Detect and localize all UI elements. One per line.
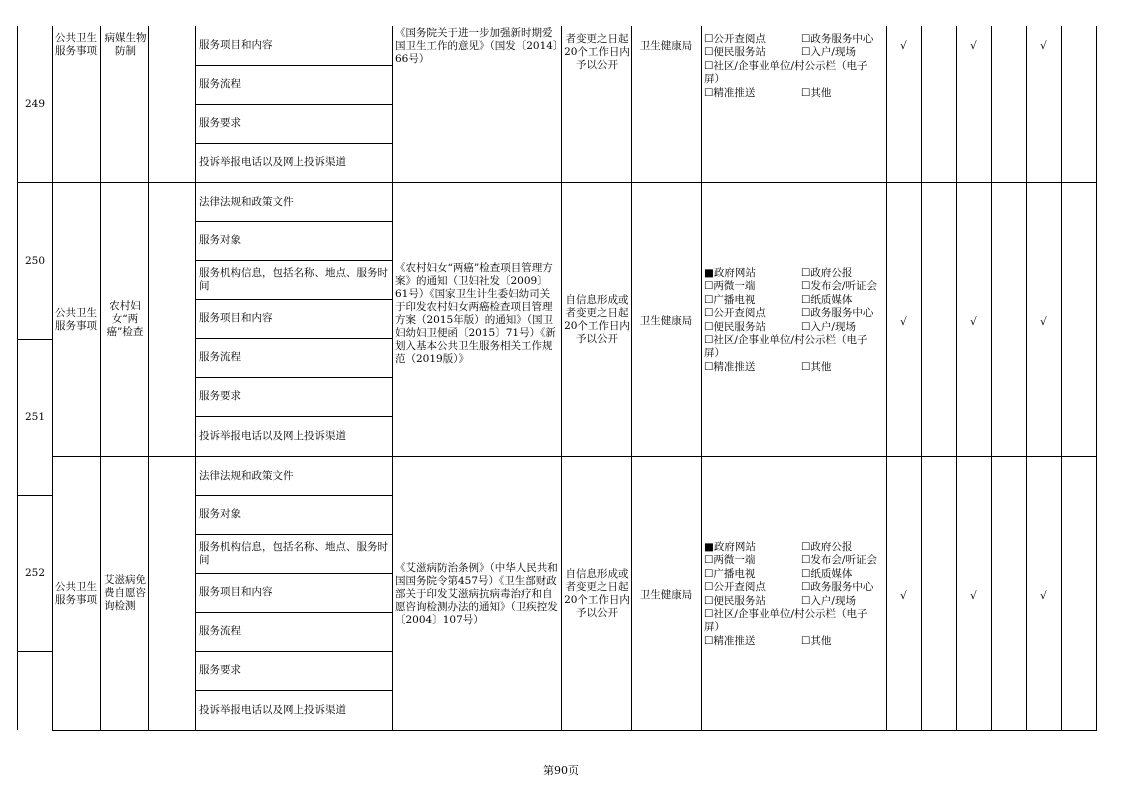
category-cell: 公共卫生服务事项 (55, 32, 97, 57)
item-name-cell: 病媒生物防制 (104, 32, 147, 57)
channels-list (704, 267, 882, 374)
content-item: 服务对象 (199, 234, 241, 246)
content-item: 投诉举报电话以及网上投诉渠道 (199, 156, 346, 168)
subject-cell: 卫生健康局 (639, 40, 693, 52)
check-mark: √ (1040, 40, 1047, 52)
channel-row: ■政府网站 ☐政府公报 (704, 267, 853, 279)
content-item: 服务机构信息，包括名称、地点、服务时间 (199, 540, 388, 566)
channel-row: ☐广播电视 ☐纸质媒体 (704, 567, 853, 580)
channel-row: ☐便民服务站 ☐入户/现场 (704, 46, 856, 59)
content-item: 服务流程 (199, 78, 241, 90)
channels-list (704, 33, 882, 100)
timeframe-cell: 者变更之日起20个工作日内予以公开 (564, 33, 630, 71)
content-item: 服务对象 (199, 508, 241, 520)
basis-cell: 《艾滋病防治条例》（中华人民共和国国务院令第457号）《卫生部财政部关于印发艾滋病抗病毒治疗和自愿咨询检测办法的通知》（卫疾控发〔2004〕107号） (395, 562, 558, 626)
channels-list (704, 541, 882, 648)
channel-row: ☐公开查阅点 ☐政务服务中心 (704, 307, 874, 320)
basis-cell: 《国务院关于进一步加强新时期爱国卫生工作的意见》（国发〔2014〕66号） (395, 27, 559, 65)
content-item: 法律法规和政策文件 (199, 195, 294, 208)
check-mark: √ (970, 316, 977, 328)
content-item: 服务流程 (199, 351, 241, 363)
content-item: 服务要求 (199, 117, 241, 129)
item-name-cell: 艾滋病免费自愿咨询检测 (104, 574, 146, 612)
content-item: 服务项目和内容 (199, 312, 273, 324)
row-number: 249 (24, 98, 46, 110)
channel-row: ☐社区/企事业单位/村公示栏（电子屏） (704, 608, 868, 634)
channel-row: ☐精准推送 ☐其他 (704, 634, 832, 647)
content-item: 投诉举报电话以及网上投诉渠道 (199, 703, 346, 716)
timeframe-cell: 自信息形成或者变更之日起20个工作日内予以公开 (564, 568, 630, 619)
content-item: 服务要求 (199, 390, 241, 402)
basis-cell: 《农村妇女“两癌”检查项目管理方案》的通知（卫妇社发〔2009〕61号）《国家卫生计生委妇幼司关于印发农村妇女两癌检查项目管理方案（2015年版）的通知》（国卫妇幼妇卫便函〔2015〕71号）《新划入基本公共卫生服务相关工作规范（2019版）》 (395, 262, 556, 365)
channel-row: ☐两微一端 ☐发布会/听证会 (704, 554, 877, 567)
channel-row: ☐两微一端 ☐发布会/听证会 (704, 280, 877, 293)
check-mark: √ (900, 590, 907, 602)
subject-cell: 卫生健康局 (639, 589, 693, 601)
check-mark: √ (970, 590, 977, 602)
check-mark: √ (1040, 316, 1047, 328)
row-number: 251 (24, 410, 46, 423)
check-mark: √ (900, 316, 907, 328)
content-item: 投诉举报电话以及网上投诉渠道 (199, 429, 346, 442)
channel-row: ■政府网站 ☐政府公报 (704, 541, 853, 553)
page-number: 第90页 (543, 764, 579, 777)
content-item: 服务项目和内容 (199, 586, 273, 598)
channel-row: ☐精准推送 ☐其他 (704, 360, 832, 373)
channel-row: ☐便民服务站 ☐入户/现场 (704, 594, 856, 607)
check-mark: √ (1040, 590, 1047, 602)
channel-row: ☐社区/企事业单位/村公示栏（电子屏） (704, 334, 868, 360)
check-mark: √ (900, 40, 907, 52)
timeframe-cell: 自信息形成或者变更之日起20个工作日内予以公开 (564, 294, 630, 345)
channel-row: ☐便民服务站 ☐入户/现场 (704, 320, 856, 333)
channel-row: ☐社区/企事业单位/村公示栏（电子屏） (704, 59, 868, 86)
content-item: 服务要求 (199, 664, 241, 676)
subject-cell: 卫生健康局 (639, 315, 693, 327)
channel-row: ☐公开查阅点 ☐政务服务中心 (704, 581, 874, 594)
channel-row: ☐广播电视 ☐纸质媒体 (704, 293, 853, 306)
item-name-cell: 农村妇女“两癌”检查 (106, 300, 144, 338)
content-item: 法律法规和政策文件 (199, 469, 294, 482)
category-cell: 公共卫生服务事项 (55, 306, 97, 332)
content-item: 服务流程 (199, 625, 241, 637)
row-number: 250 (24, 254, 46, 267)
row-number: 252 (24, 566, 46, 579)
content-item: 服务机构信息，包括名称、地点、服务时间 (199, 266, 388, 292)
channel-row: ☐精准推送 ☐其他 (704, 86, 832, 99)
category-cell: 公共卫生服务事项 (55, 580, 97, 606)
content-item: 服务项目和内容 (199, 39, 273, 51)
channel-row: ☐公开查阅点 ☐政务服务中心 (704, 33, 874, 45)
check-mark: √ (970, 40, 977, 52)
